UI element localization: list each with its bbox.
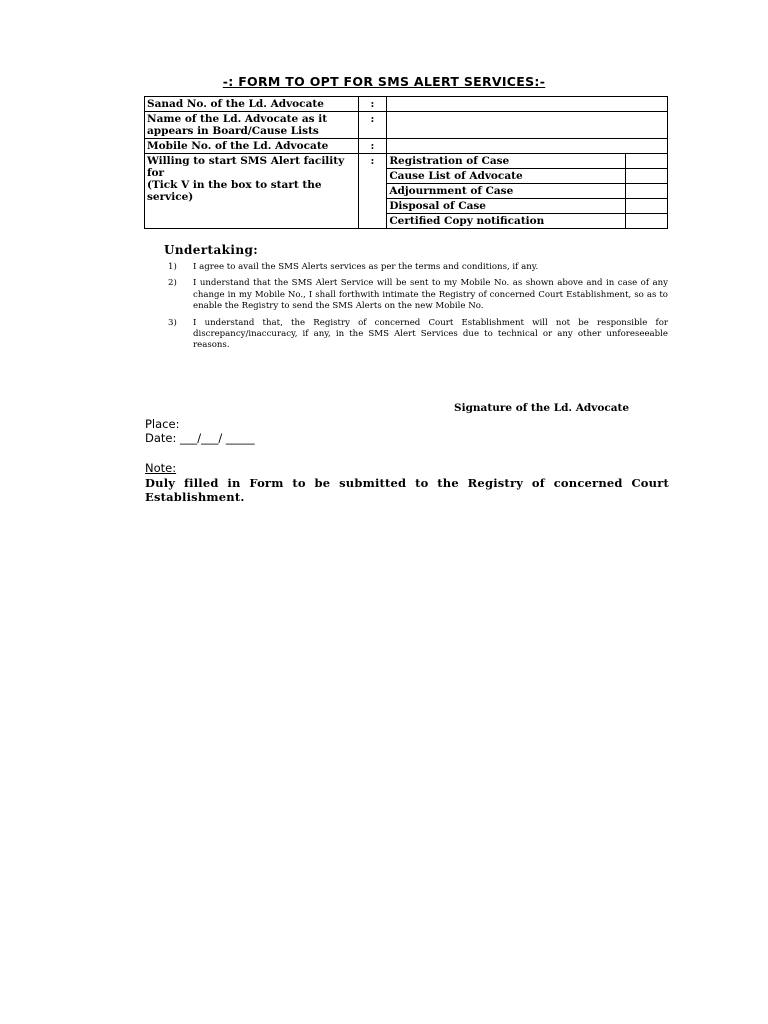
item-text: I understand that the SMS Alert Service will be sent to my Mobile No. as shown above and in case of any change in my Mobile No., I shall forthwith intimate the Registry of concerned Court Establishment, so as to enable the Registry to send the SMS Alerts on the new Mobile No. — [193, 278, 668, 312]
item-number: 3) — [168, 317, 177, 328]
option-registration-label: Registration of Case — [387, 154, 625, 169]
option-cause-list-checkbox[interactable] — [625, 169, 667, 184]
option-adjournment-checkbox[interactable] — [625, 184, 667, 199]
signature-label: Signature of the Ld. Advocate — [454, 402, 630, 414]
mobile-number-field[interactable] — [387, 139, 668, 154]
option-registration-checkbox[interactable] — [625, 154, 667, 169]
sms-facility-label — [145, 154, 359, 229]
undertaking-list — [168, 262, 668, 357]
option-disposal-label: Disposal of Case — [387, 199, 625, 214]
option-certified-copy-label: Certified Copy notification — [387, 214, 625, 229]
list-item — [168, 318, 668, 352]
colon-separator: : — [358, 154, 387, 229]
item-text: I understand that, the Registry of concerned Court Establishment will not be responsible for discrepancy/inaccuracy, if any, in the SMS Alert Services due to technical or any other unforeseeable reasons. — [193, 317, 668, 351]
option-cause-list-label: Cause List of Advocate — [387, 169, 625, 184]
sms-facility-label-line2: (Tick V in the box to start the service) — [147, 179, 322, 203]
item-text: I agree to avail the SMS Alerts services as per the terms and conditions, if any. — [193, 262, 539, 272]
colon-separator: : — [358, 139, 387, 154]
form-title: -: FORM TO OPT FOR SMS ALERT SERVICES:- — [222, 74, 546, 89]
sanad-label: Sanad No. of the Ld. Advocate — [145, 97, 359, 112]
mobile-label: Mobile No. of the Ld. Advocate — [145, 139, 359, 154]
date-label: Date: ___/___/ _____ — [145, 431, 255, 445]
undertaking-heading: Undertaking: — [164, 243, 259, 257]
option-adjournment-label: Adjournment of Case — [387, 184, 625, 199]
advocate-name-field[interactable] — [387, 112, 668, 139]
colon-separator: : — [358, 112, 387, 139]
list-item — [168, 278, 668, 312]
item-number: 2) — [168, 278, 177, 289]
table-row — [145, 139, 668, 154]
note-heading: Note: — [145, 461, 177, 475]
table-row — [145, 154, 668, 169]
option-certified-copy-checkbox[interactable] — [625, 214, 667, 229]
sms-facility-label-line1: Willing to start SMS Alert facility for — [147, 155, 345, 179]
sanad-number-field[interactable] — [387, 97, 668, 112]
list-item — [168, 262, 668, 273]
table-row — [145, 112, 668, 139]
table-row — [145, 97, 668, 112]
advocate-name-label: Name of the Ld. Advocate as it appears in Board/Cause Lists — [145, 112, 359, 139]
advocate-details-table — [144, 96, 668, 229]
item-number: 1) — [168, 262, 177, 272]
option-disposal-checkbox[interactable] — [625, 199, 667, 214]
colon-separator: : — [358, 97, 387, 112]
place-label: Place: — [145, 417, 180, 431]
note-text: Duly filled in Form to be submitted to the Registry of concerned Court Establishment. — [145, 476, 669, 504]
